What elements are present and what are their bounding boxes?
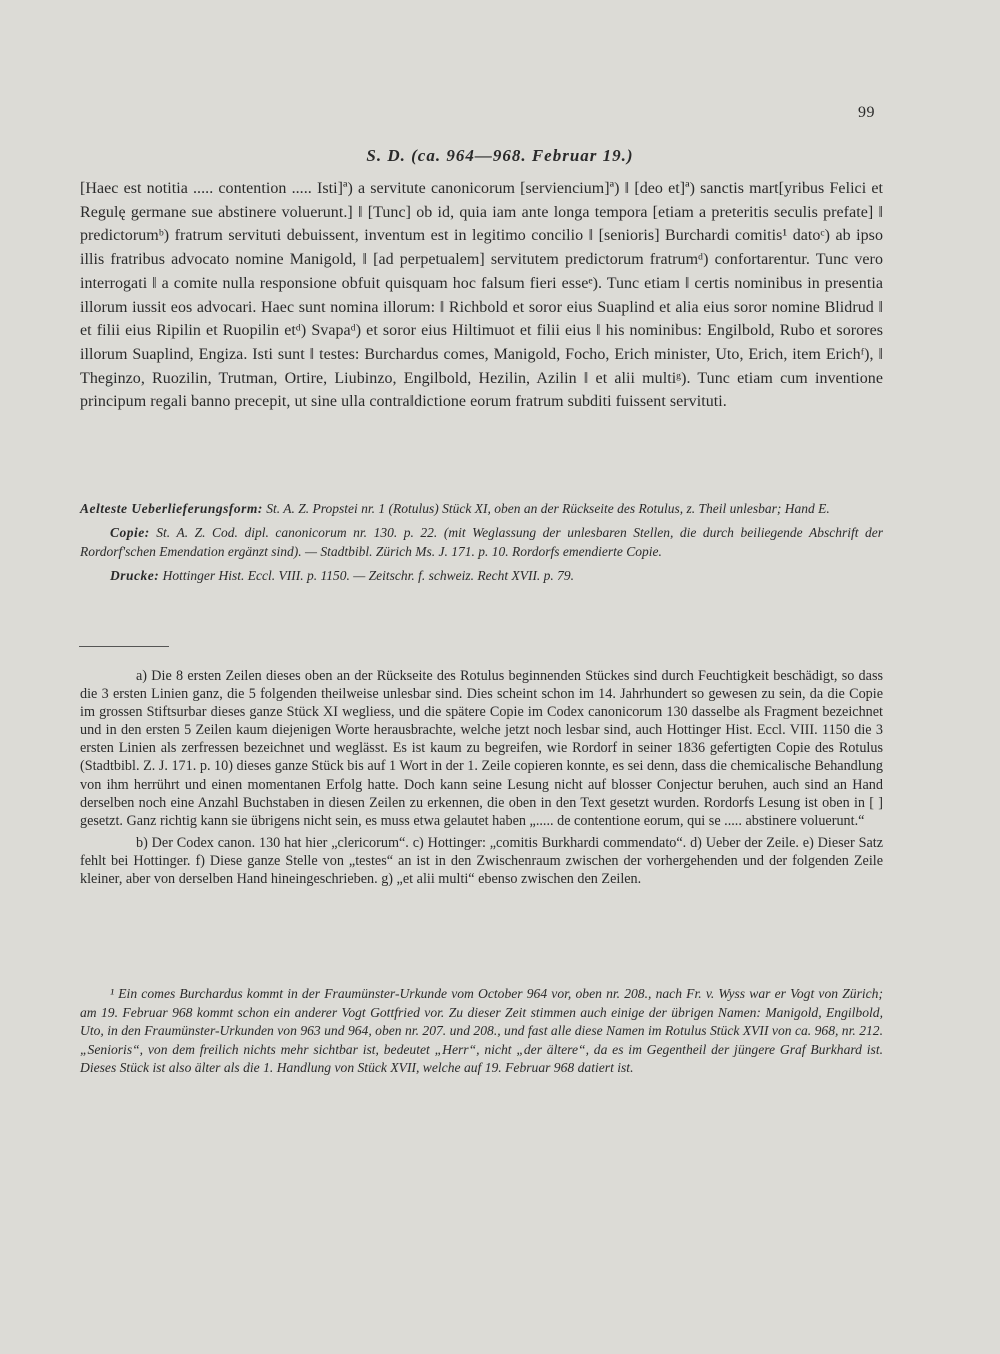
notes-b-to-g: b) Der Codex canon. 130 hat hier „clericorum“. c) Hottinger: „comitis Burkhardi commendato“. d) Ueber der Zeile. e) Dieser Satz fehlt bei Hottinger. f) Diese ganze Stelle von „testes“ an ist in den Zwischenraum zwischen der vorhergehenden und der folgenden Zeile kleiner, aber von derselben Hand hineingeschrieben. g) „et alii multi“ ebenso zwischen den Zeilen. [80, 834, 883, 888]
source-form-label: Aelteste Ueberlieferungsform: [80, 501, 263, 516]
source-form [80, 499, 883, 519]
source-prints-text: Hottinger Hist. Eccl. VIII. p. 1150. — Zeitschr. f. schweiz. Recht XVII. p. 79. [162, 567, 575, 583]
page-number: 99 [858, 104, 875, 121]
source-form-text: St. A. Z. Propstei nr. 1 (Rotulus) Stück XI, oben an der Rückseite des Rotulus, z. Theil unlesbar; Hand E. [266, 501, 830, 516]
source-information [80, 499, 883, 589]
source-copy-text: St. A. Z. Cod. dipl. canonicorum nr. 130. p. 22. (mit Weglassung der unlesbaren Stellen, die durch beiliegende Abschrift der Rordorf'schen Emendation ergänzt sind). — Stadtbibl. Zürich Ms. J. 171. p. 10. Rordorfs emendierte Copie. [80, 524, 883, 559]
main-paragraph: [Haec est notitia ..... contention ..... Isti]ª) a servitute canonicorum [serviencium]ª) ‖ [deo et]ª) sanctis mart[yribus Felici et Regulę germane sue abstinere voluerunt.] ‖ [Tunc] ob id, quia iam ante longa tempora [etiam a preteritis seculis prefate] ‖ predictorumᵇ) fratrum servituti debuissent, inventum est in legitimo concilio ‖ [senioris] Burchardi comitis¹ datoᶜ) ab ipso illis fratribus advocato nomine Manigold, ‖ [ad perpetualem] servitutem predictorum fratrumᵈ) confortarentur. Tunc vero interrogati ‖ a comite nulla responsione obfuit quisquam hoc falsum fieri esseᵉ). Tunc etiam ‖ certis nominibus in presentia illorum iussit eos advocari. Haec sunt nomina illorum: ‖ Richbold et soror eius Suaplind et alia eius soror nomine Blidrud ‖ et filii eius Ripilin et Ruopilin etᵈ) Svapaᵈ) et soror eius Hiltimuot et filii eius ‖ his nominibus: Engilbold, Rubo et sorores illorum Suaplind, Engiza. Isti sunt ‖ testes: Burchardus comes, Manigold, Focho, Erich minister, Uto, Erich, item Erichᶠ), ‖ Theginzo, Ruozilin, Trutman, Ortire, Liubinzo, Engilbold, Hezilin, Azilin ‖ et alii multiᵍ). Tunc etiam cum inventione principum regali banno precepit, ut sine ulla contra‖dictione eorum fratrum subditi fuissent servituti. [80, 180, 883, 411]
source-copy [80, 523, 883, 562]
source-prints [80, 566, 883, 586]
footnote: ¹ Ein comes Burchardus kommt in der Fraumünster-Urkunde vom October 964 vor, oben nr. 208., nach Fr. v. Wyss war er Vogt von Zürich; am 19. Februar 968 kommt schon ein anderer Vogt Gottfried vor. Zu dieser Zeit stimmen auch einige der übrigen Namen: Manigold, Engilbold, Uto, in den Fraumünster-Urkunden von 963 und 964, oben nr. 207. und 208., und fast alle diese Namen im Rotulus Stück XVII von ca. 968, nr. 212. „Senioris“, von dem freilich nichts mehr sichtbar ist, bedeutet „Herr“, nicht „der ältere“, da es im Gegentheil der jüngere Graf Burkhard ist. Dieses Stück ist also älter als die 1. Handlung von Stück XVII, welche auf 19. Februar 968 datiert ist. [80, 986, 883, 1076]
source-prints-label: Drucke: [110, 567, 160, 583]
critical-notes [80, 667, 883, 892]
document-heading: S. D. (ca. 964—968. Februar 19.) [366, 146, 634, 165]
note-a: a) Die 8 ersten Zeilen dieses oben an der Rückseite des Rotulus beginnenden Stückes sind durch Feuchtigkeit beschädigt, so dass die 3 ersten Linien ganz, die 5 folgenden theilweise unlesbar sind. Dies scheint schon im 14. Jahrhundert so gewesen zu sein, da die Copie im grossen Stiftsurbar dieses ganze Stück XI wegliess, und die spätere Copie im Codex canonicorum 130 dasselbe als Fragment bezeichnet und in den ersten 5 Zeilen kaum diejenigen Worte herausbrachte, welche jetzt noch lesbar sind, auch Hottinger Hist. Eccl. VIII. 1150 die 3 ersten Linien als zerfressen bezeichnet und weglässt. Es ist kaum zu begreifen, wie Rordorf in seiner 1836 gefertigten Copie des Rotulus (Stadtbibl. Z. J. 171. p. 10) dieses ganze Stück bis auf 1 Wort in der 1. Zeile copieren konnte, es sei denn, dass die chemicalische Behandlung von ihm herrührt und einen momentanen Erfolg hatte. Doch kann seine Lesung nicht auf blosser Conjectur beruhen, auch sind an Hand derselben noch eine Anzahl Buchstaben in diesen Zeilen zu erkennen, die oben in den Text gesetzt wurden. Rordorfs Lesung ist oben in [ ] gesetzt. Ganz richtig kann sie übrigens nicht sein, es muss etwa gelautet haben „..... de contentione eorum, qui se ..... abstinere voluerunt.“ [80, 668, 883, 829]
main-text [80, 177, 883, 414]
source-copy-label: Copie: [110, 524, 150, 540]
divider [79, 646, 169, 647]
